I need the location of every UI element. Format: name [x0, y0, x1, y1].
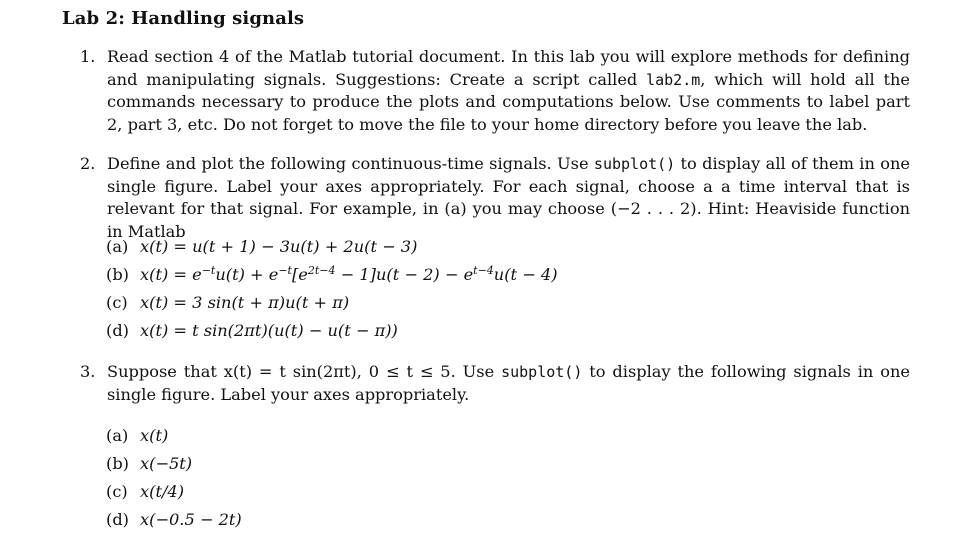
item-text [107, 46, 910, 136]
code-subplot: subplot() [501, 363, 583, 381]
item-text-part: to display all of them in one single figure. Label your axes appropriately. For each signal, choose a a time interval that is relevant for that signal. For example, in (a) you may choose (−2 . . . 2). Hint: Heaviside function in Matlab [107, 154, 910, 241]
subitem-3d [106, 508, 242, 531]
list-item-2 [80, 153, 910, 243]
math-expression: x(t) = u(t + 1) − 3u(t) + 2u(t − 3) [140, 237, 418, 256]
subitem-label: (c) [106, 293, 128, 312]
page-title: Lab 2: Handling signals [62, 8, 305, 29]
math-part: − 1]u(t − 2) − e [335, 265, 474, 284]
subitem-2d [106, 319, 398, 342]
item-text-part: Read section 4 of the Matlab tutorial document. In this lab you will explore methods for defining and manipulating signals. Suggestions: Create a script called [107, 47, 910, 89]
math-part: [e [291, 265, 308, 284]
math-part: x(t) = e [140, 265, 202, 284]
subitem-label: (d) [106, 321, 129, 340]
subitem-2b [106, 263, 558, 286]
math-expression: x(t/4) [140, 482, 185, 501]
math-expression: x(t) = 3 sin(t + π)u(t + π) [140, 293, 350, 312]
item-text [107, 361, 910, 406]
subitem-3c [106, 480, 184, 503]
math-expression: x(−0.5 − 2t) [140, 510, 242, 529]
math-superscript: 2t−4 [307, 264, 336, 277]
subitem-label: (b) [106, 265, 129, 284]
subitem-label: (a) [106, 426, 129, 445]
subitem-label: (b) [106, 454, 129, 473]
subitem-2c [106, 291, 349, 314]
item-text [107, 153, 910, 243]
list-item-3 [80, 361, 910, 406]
math-part: u(t) + e [215, 265, 279, 284]
subitem-2a [106, 235, 417, 258]
subitem-3b [106, 452, 192, 475]
item-number: 3. [80, 362, 96, 381]
subitem-label: (c) [106, 482, 128, 501]
item-number: 1. [80, 47, 96, 66]
math-expression [140, 265, 558, 284]
math-superscript: −t [278, 264, 292, 277]
list-item-1 [80, 46, 910, 136]
item-text-part: to display the following signals in one single figure. Label your axes appropriately. [107, 362, 910, 404]
math-expression: x(−5t) [140, 454, 193, 473]
item-text-part: Suppose that x(t) = t sin(2πt), 0 ≤ t ≤ 5. Use [107, 362, 502, 381]
subitem-label: (d) [106, 510, 129, 529]
math-part: u(t − 4) [493, 265, 558, 284]
math-superscript: t−4 [473, 264, 494, 277]
math-expression: x(t) [140, 426, 169, 445]
item-number: 2. [80, 154, 96, 173]
subitem-label: (a) [106, 237, 129, 256]
subitem-3a [106, 424, 168, 447]
math-superscript: −t [201, 264, 216, 277]
code-filename: lab2.m [646, 70, 701, 89]
item-text-part: Define and plot the following continuous-time signals. Use [107, 154, 594, 173]
item-text-part: , which will hold all the commands necessary to produce the plots and computations below. Use comments to label part 2, part 3, etc. Do not forget to move the file to your home directory before you leave the lab. [107, 69, 910, 134]
math-expression: x(t) = t sin(2πt)(u(t) − u(t − π)) [140, 321, 398, 340]
code-subplot: subplot() [593, 155, 676, 173]
